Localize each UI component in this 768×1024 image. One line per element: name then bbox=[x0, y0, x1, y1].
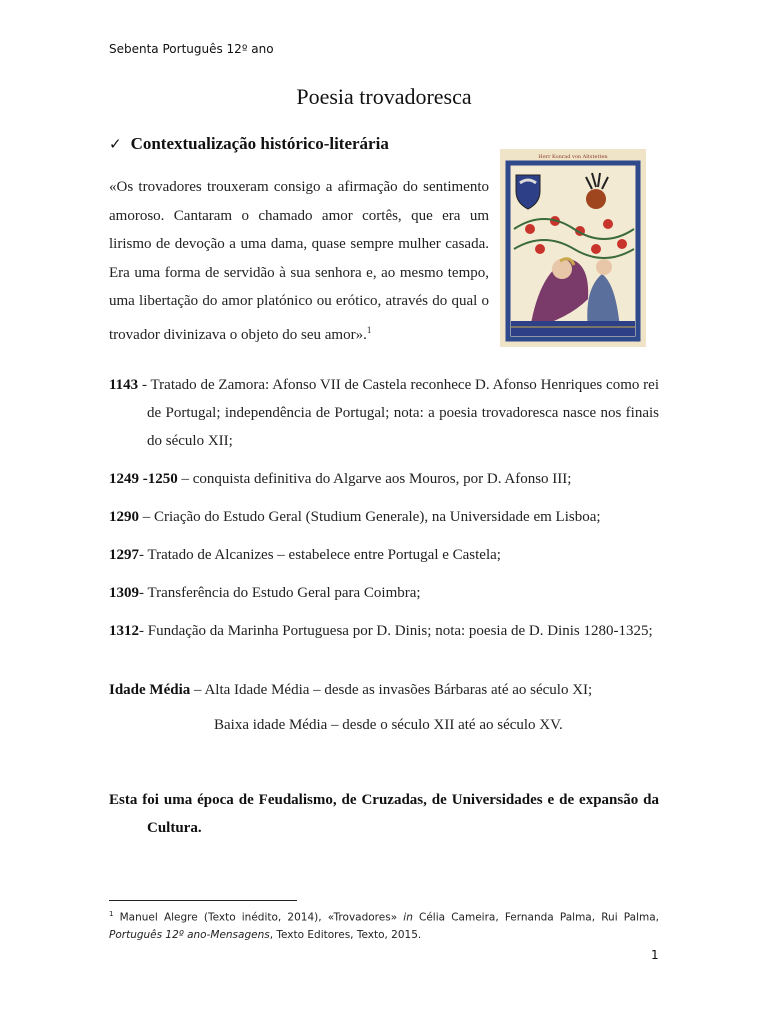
timeline-entry bbox=[109, 617, 659, 645]
idade-media-line bbox=[109, 676, 592, 704]
footnote bbox=[109, 906, 659, 944]
idade-media-label: Idade Média bbox=[109, 682, 191, 698]
alta-idade-media-text: – Alta Idade Média – desde as invasões Bárbaras até ao século XI; bbox=[190, 682, 593, 698]
footnote-text: Manuel Alegre (Texto inédito, 2014), «Trovadores» bbox=[113, 911, 404, 924]
timeline-entry bbox=[109, 371, 659, 455]
timeline-year: 1297 bbox=[109, 547, 139, 563]
quote-paragraph bbox=[109, 173, 489, 349]
footnote-publisher: , Texto Editores, Texto, 2015. bbox=[269, 928, 422, 941]
medieval-miniature-image bbox=[500, 149, 646, 347]
timeline-text: – Criação do Estudo Geral (Studium Generale), na Universidade em Lisboa; bbox=[139, 509, 601, 525]
timeline-entry bbox=[109, 465, 659, 493]
timeline-text: – conquista definitiva do Algarve aos Mouros, por D. Afonso III; bbox=[177, 471, 572, 487]
timeline-year: 1312 bbox=[109, 623, 139, 639]
baixa-idade-media-text: Baixa idade Média – desde o século XII até ao século XV. bbox=[214, 717, 563, 733]
footnote-book-title: Português 12º ano-Mensagens bbox=[109, 928, 270, 941]
timeline-year: 1290 bbox=[109, 509, 139, 525]
timeline-year: 1143 bbox=[109, 377, 139, 393]
quote-text: «Os trovadores trouxeram consigo a afirmação do sentimento amoroso. Cantaram o chamado amor cortês, que era um lirismo de devoção a uma dama, quase sempre mulher casada. Era uma forma de servidão à sua senhora e, ao mesmo tempo, uma libertação do amor platónico ou erótico, através do qual o trovador divinizava o objeto do seu amor». bbox=[109, 179, 489, 343]
miniature-caption: Herr Konrad von Altstetten bbox=[538, 154, 608, 160]
footnote-reference: 1 bbox=[366, 324, 372, 335]
running-header: Sebenta Português 12º ano bbox=[109, 42, 274, 56]
timeline-text: - Tratado de Zamora: Afonso VII de Castela reconhece D. Afonso Henriques como rei de Portugal; independência de Portugal; nota: a poesia trovadoresca nasce nos finais do século XII; bbox=[138, 377, 659, 449]
timeline-text: - Fundação da Marinha Portuguesa por D. Dinis; nota: poesia de D. Dinis 1280-1325; bbox=[139, 623, 653, 639]
timeline-entry bbox=[109, 541, 659, 569]
checkmark-icon: ✓ bbox=[109, 135, 122, 153]
section-heading bbox=[109, 134, 389, 154]
page-title: Poesia trovadoresca bbox=[296, 84, 472, 109]
footnote-divider bbox=[109, 900, 297, 901]
section-heading-text: Contextualização histórico-literária bbox=[130, 134, 389, 153]
footnote-in: in bbox=[403, 911, 413, 924]
timeline-list bbox=[109, 371, 659, 655]
closing-statement: Esta foi uma época de Feudalismo, de Cruzadas, de Universidades e de expansão da Cultura. bbox=[109, 792, 659, 836]
timeline-year: 1249 -1250 bbox=[109, 471, 178, 487]
footnote-number: 1 bbox=[109, 910, 114, 918]
page-number: 1 bbox=[651, 948, 659, 962]
footnote-authors: Célia Cameira, Fernanda Palma, Rui Palma, bbox=[412, 911, 659, 924]
timeline-year: 1309 bbox=[109, 585, 139, 601]
timeline-entry bbox=[109, 579, 659, 607]
timeline-text: - Transferência do Estudo Geral para Coimbra; bbox=[139, 585, 421, 601]
timeline-entry bbox=[109, 503, 659, 531]
timeline-text: - Tratado de Alcanizes – estabelece entre Portugal e Castela; bbox=[139, 547, 501, 563]
